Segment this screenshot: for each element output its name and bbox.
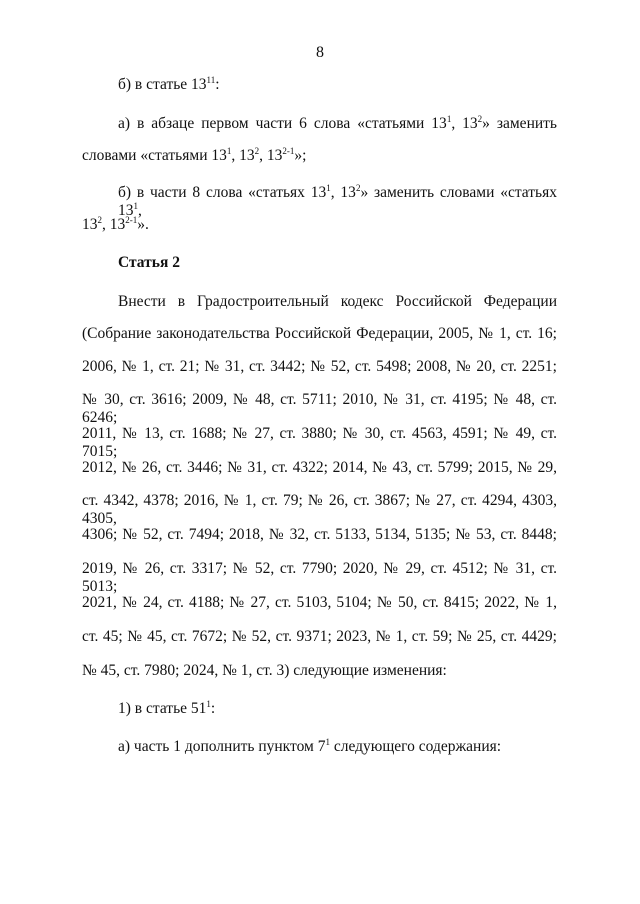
- sub-a-line-1-sup-2: 2: [477, 114, 483, 124]
- item-b-intro-text: б) в статье 13: [118, 76, 207, 93]
- sub-a-line-1-text-2: , 13: [451, 115, 478, 132]
- sub-a-line-2-text-1: словами «статьями 13: [82, 147, 227, 164]
- sub-a-line-2-text-4: »;: [294, 147, 307, 164]
- sub-a-line-2: [82, 147, 306, 165]
- item-1a-suffix: следующего содержания:: [329, 738, 502, 755]
- article-body-line-12: № 45, ст. 7980; 2024, № 1, ст. 3) следующие изменения:: [82, 662, 447, 679]
- sub-a-line-2-sup-3: 2-1: [282, 146, 295, 156]
- sub-a-line-2-text-2: , 13: [231, 147, 255, 164]
- article-heading: Статья 2: [118, 254, 180, 271]
- sub-b-line-1-text-2: , 13: [330, 184, 356, 201]
- article-body-line-10: 2021, № 24, ст. 4188; № 27, ст. 5103, 5104; № 50, ст. 8415; 2022, № 1,: [82, 594, 557, 611]
- article-body-line-3: 2006, № 1, ст. 21; № 31, ст. 3442; № 52, ст. 5498; 2008, № 20, ст. 2251;: [82, 358, 557, 375]
- sub-b-line-2-text-3: ».: [137, 216, 149, 233]
- article-body-line-9: 2019, № 26, ст. 3317; № 52, ст. 7790; 2020, № 29, ст. 4512; № 31, ст. 5013;: [82, 560, 557, 595]
- item-b-intro-sup: 11: [206, 75, 216, 85]
- page-number: 8: [316, 44, 324, 61]
- sub-b-line-1-sup-3: 1: [133, 201, 138, 211]
- item-1a-sup: 1: [325, 737, 330, 747]
- item-1a-text: а) часть 1 дополнить пунктом 7: [118, 738, 326, 755]
- article-body-line-6: 2012, № 26, ст. 3446; № 31, ст. 4322; 2014, № 43, ст. 5799; 2015, № 29,: [82, 459, 557, 476]
- sub-b-line-1-text-4: ,: [138, 202, 142, 219]
- article-body-line-4: № 30, ст. 3616; 2009, № 48, ст. 5711; 2010, № 31, ст. 4195; № 48, ст. 6246;: [82, 391, 557, 426]
- article-body-line-11: ст. 45; № 45, ст. 7672; № 52, ст. 9371; 2023, № 1, ст. 59; № 25, ст. 4429;: [82, 628, 557, 645]
- article-body-line-7: ст. 4342, 4378; 2016, № 1, ст. 79; № 26, ст. 3867; № 27, ст. 4294, 4303, 4305,: [82, 492, 557, 527]
- sub-b-line-1-text-1: б) в части 8 слова «статьях 13: [118, 184, 327, 201]
- sub-a-line-1: [118, 115, 557, 133]
- sub-a-line-1-text-3: » заменить: [482, 115, 557, 132]
- sub-b-line-2-sup-1: 2: [97, 215, 102, 225]
- item-1: [118, 700, 215, 718]
- sub-b-line-2-sup-2: 2-1: [125, 215, 138, 225]
- sub-a-line-2-sup-2: 2: [254, 146, 260, 156]
- article-body-line-8: 4306; № 52, ст. 7494; 2018, № 32, ст. 5133, 5134, 5135; № 53, ст. 8448;: [82, 526, 557, 543]
- sub-b-line-2-text-2: , 13: [102, 216, 126, 233]
- sub-a-line-1-text-1: а) в абзаце первом части 6 слова «статьями 13: [118, 115, 447, 132]
- item-b-intro-suffix: :: [215, 76, 220, 93]
- sub-b-line-1-sup-2: 2: [355, 183, 361, 193]
- item-1-text: 1) в статье 51: [118, 700, 207, 717]
- article-body-line-1: Внести в Градостроительный кодекс Российской Федерации: [118, 293, 557, 310]
- sub-a-line-1-sup-1: 1: [446, 114, 452, 124]
- item-b-intro: [118, 76, 220, 94]
- sub-b-line-1: [118, 184, 557, 220]
- sub-b-line-1-text-3: » заменить словами «статьях 13: [118, 184, 557, 219]
- sub-b-line-2-text-1: 13: [82, 216, 98, 233]
- item-1a: [118, 738, 501, 756]
- article-body-line-5: 2011, № 13, ст. 1688; № 27, ст. 3880; № 30, ст. 4563, 4591; № 49, ст. 7015;: [82, 425, 557, 460]
- item-1-sup: 1: [206, 699, 211, 709]
- sub-b-line-1-sup-1: 1: [326, 183, 331, 193]
- sub-a-line-2-sup-1: 1: [226, 146, 232, 156]
- sub-a-line-2-text-3: , 13: [259, 147, 283, 164]
- sub-b-line-2: [82, 216, 149, 234]
- item-1-suffix: :: [210, 700, 216, 717]
- article-body-line-2: (Собрание законодательства Российской Федерации, 2005, № 1, ст. 16;: [82, 325, 557, 342]
